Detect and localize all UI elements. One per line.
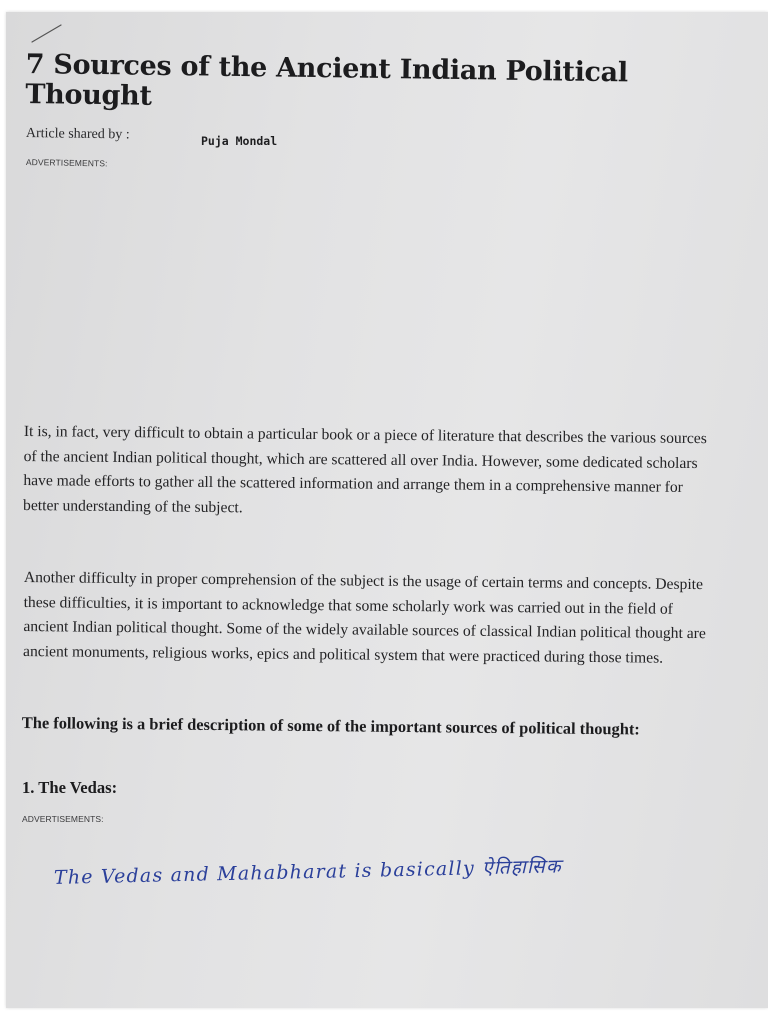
article-title: 7 Sources of the Ancient Indian Political Thought (25, 49, 629, 112)
pen-tick-mark (30, 22, 64, 44)
paragraph-1: It is, in fact, very difficult to obtain a particular book or a piece of literature that describes the various sources of the ancient Indian political thought, which are scattered all over India. However, some dedicated scholars have made efforts to gather all the scattered information and arrange them in a comprehensive manner for better understanding of the subject. (23, 422, 707, 517)
author-name: Puja Mondal (201, 134, 278, 148)
advertisement-label-2: ADVERTISEMENTS: (22, 814, 104, 824)
handwritten-note-text: The Vedas and Mahabharat is basically ऐतिहासिक (53, 855, 563, 889)
lead-in-text: The following is a brief description of some of the important sources of political thought: (21, 712, 640, 739)
section-heading-vedas: 1. The Vedas: (22, 778, 118, 797)
handwritten-note (50, 850, 610, 900)
shared-by-label: Article shared by : (25, 126, 130, 143)
advertisement-label: ADVERTISEMENTS: (25, 157, 108, 169)
paragraph-2: Another difficulty in proper comprehension of the subject is the usage of certain terms and concepts. Despite these difficulties, it is important to acknowledge that some scholarly work was carried out in the field of ancient Indian political thought. Some of the widely available sources of classical Indian political thought are ancient monuments, religious works, epics and political system that were practiced during those times. (23, 568, 706, 667)
